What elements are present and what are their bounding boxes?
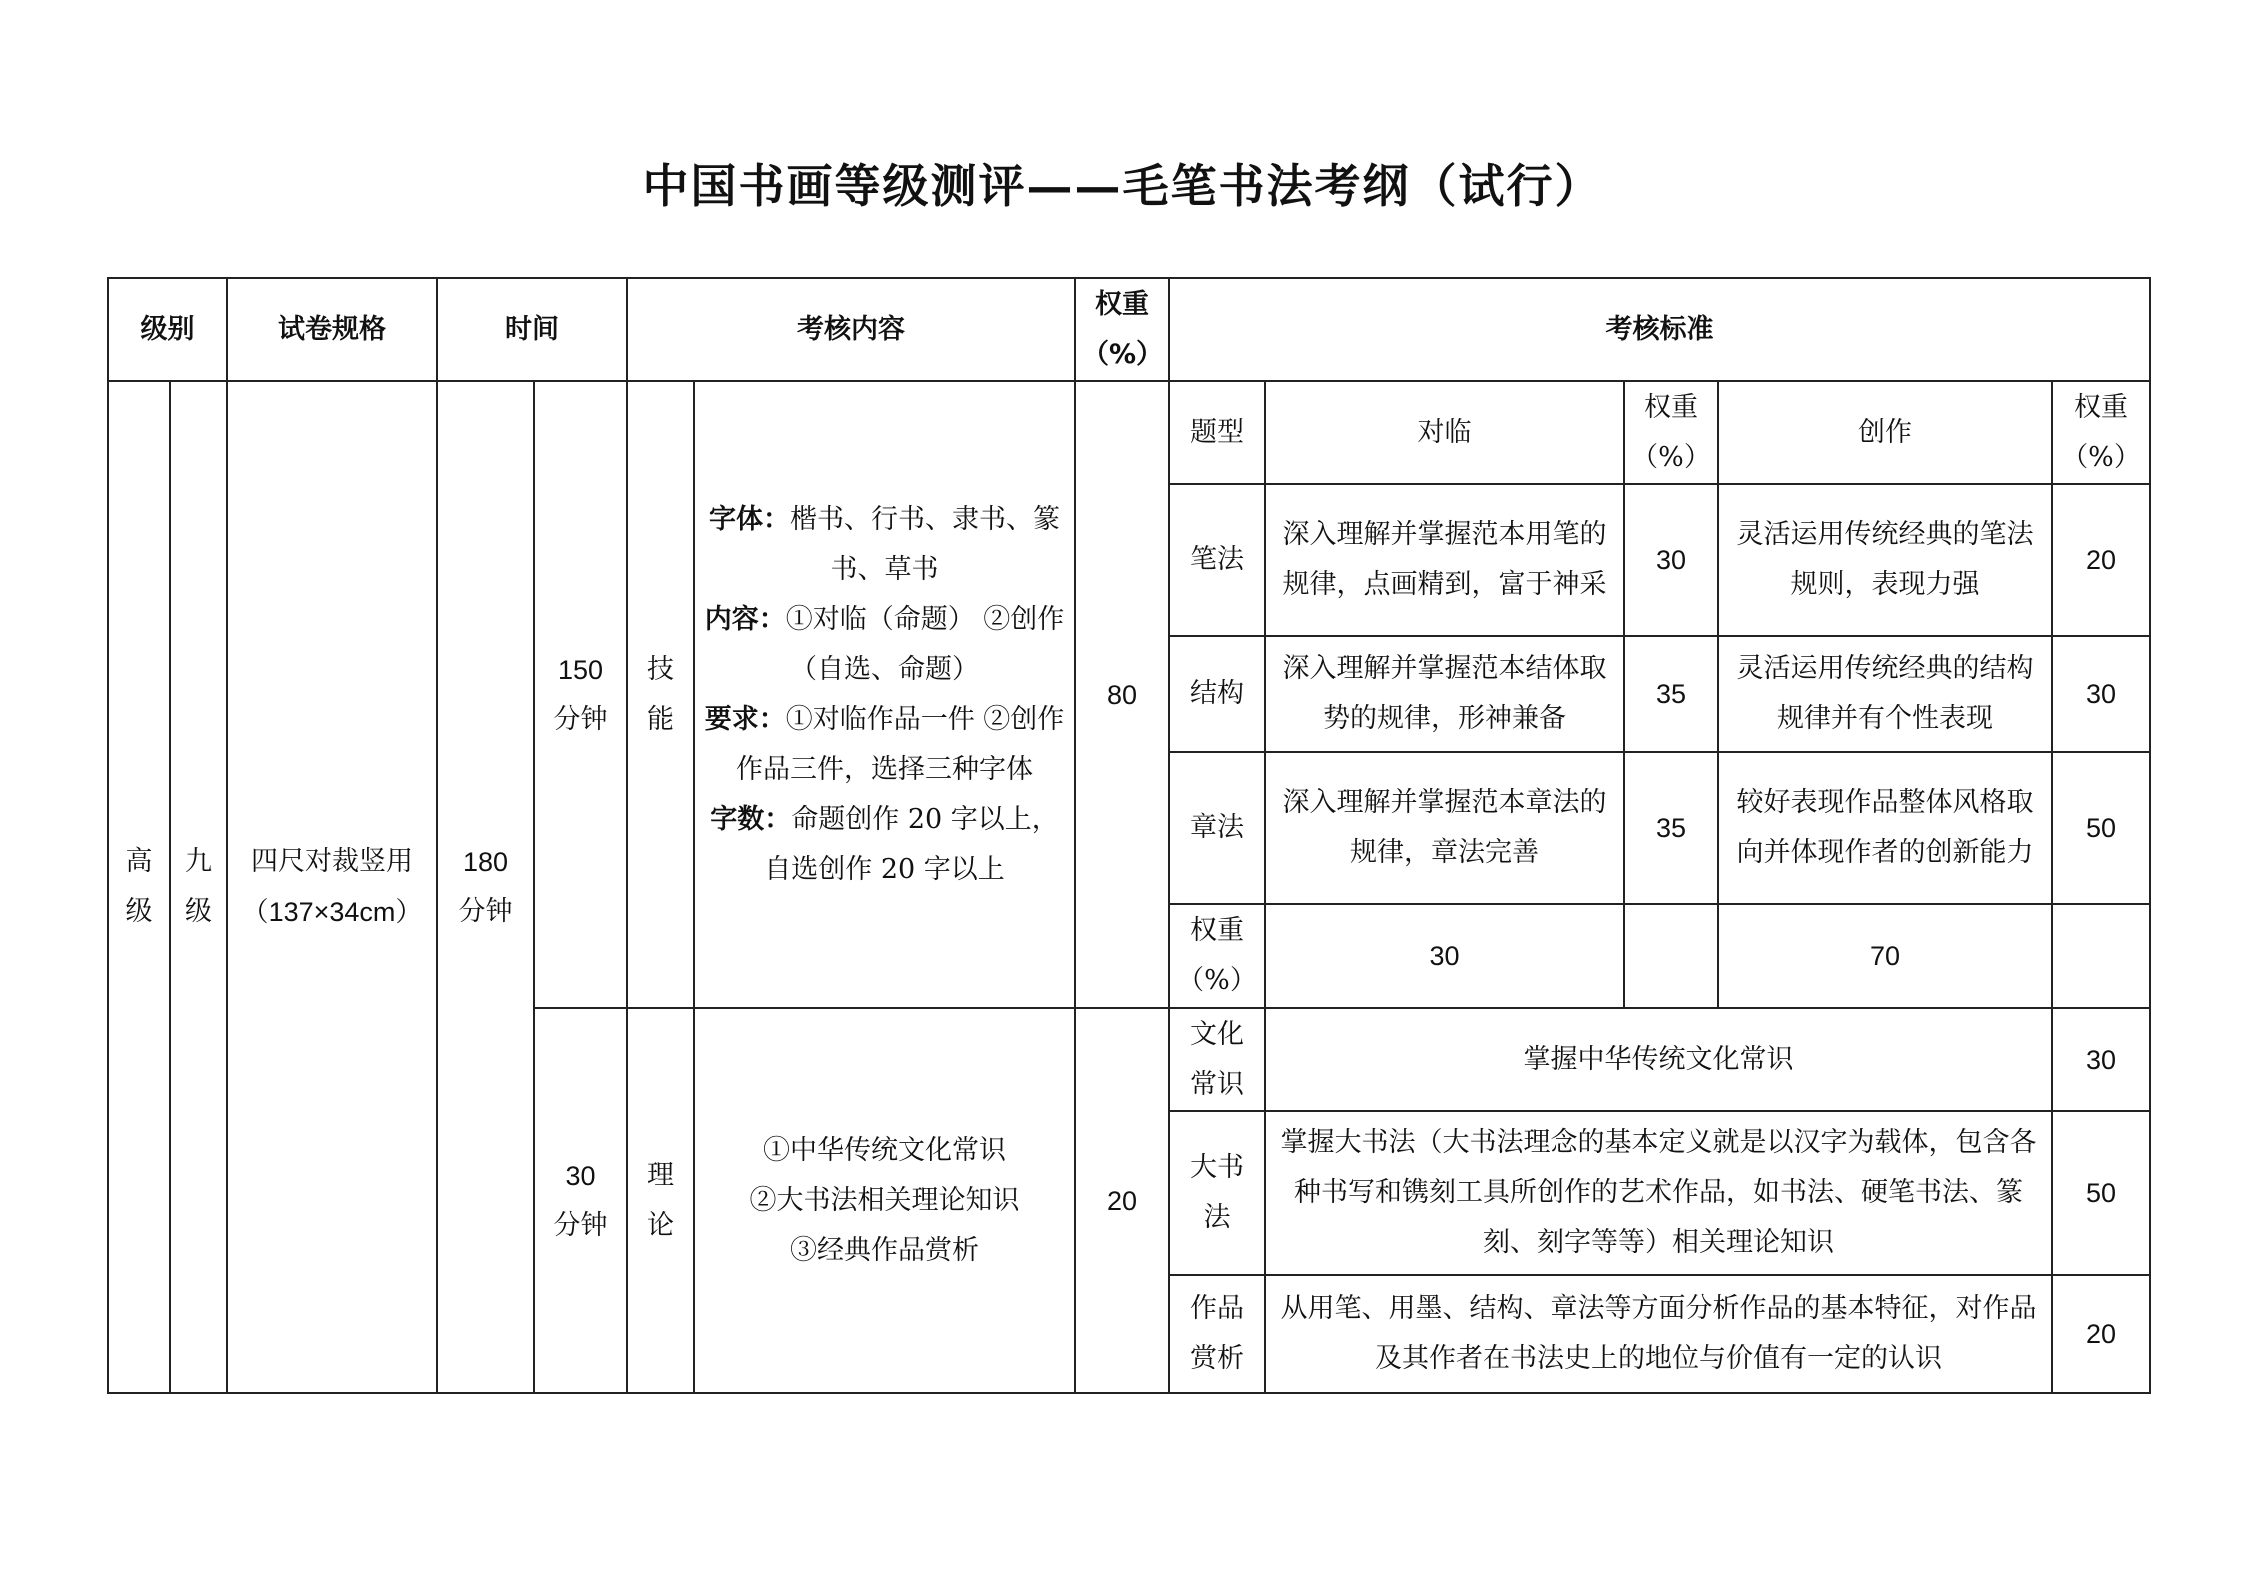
theory-content-line1: ①中华传统文化常识 [763, 1134, 1006, 1166]
sub-header-create-weight-line1: 权重 [2074, 391, 2129, 423]
theory-content-cell [694, 1008, 1075, 1393]
sub-header-copy-weight-line2: （%） [1631, 441, 1711, 473]
skill-total-label [1169, 904, 1265, 1008]
skill-require-label: 要求： [704, 703, 786, 735]
skill-row-create: 灵活运用传统经典的结构规律并有个性表现 [1718, 636, 2052, 752]
sub-header-copy-weight [1624, 381, 1718, 484]
theory-row-standard: 掌握中华传统文化常识 [1265, 1008, 2052, 1111]
theory-time-cell [534, 1008, 627, 1393]
skill-total-create: 70 [1718, 904, 2052, 1008]
skill-name-line1: 技 [647, 653, 674, 685]
theory-row-type [1169, 1111, 1265, 1275]
theory-row-type-line2: 赏析 [1190, 1343, 1244, 1374]
skill-weight-cell: 80 [1075, 381, 1169, 1008]
skill-row-type: 结构 [1169, 636, 1265, 752]
page-title: 中国书画等级测评——毛笔书法考纲（试行） [642, 159, 1603, 213]
skill-font-label: 字体： [709, 503, 790, 535]
level-grade-line2: 级 [185, 896, 212, 927]
skill-name-cell [627, 381, 694, 1008]
skill-row-create-weight: 20 [2052, 484, 2150, 636]
theory-row-weight: 50 [2052, 1111, 2150, 1275]
skill-require-value: ①对临作品一件 ②创作作品三件，选择三种字体 [736, 703, 1065, 785]
header-weight-line1: 权重 [1095, 288, 1149, 320]
sub-header-create-weight [2052, 381, 2150, 484]
sub-header-type: 题型 [1169, 381, 1265, 484]
header-content: 考核内容 [627, 278, 1075, 381]
theory-content-line2: ②大书法相关理论知识 [749, 1184, 1020, 1216]
skill-row-create-weight: 30 [2052, 636, 2150, 752]
theory-row-type-line1: 文化 [1190, 1018, 1244, 1050]
sub-header-create: 创作 [1718, 381, 2052, 484]
skill-font-item [701, 495, 1068, 595]
level-grade-cell [170, 381, 227, 1393]
skill-count-item [701, 795, 1068, 895]
header-paper-spec: 试卷规格 [227, 278, 437, 381]
theory-row-type-line1: 作品 [1190, 1293, 1244, 1324]
paper-spec-line1: 四尺对裁竖用 [251, 846, 413, 877]
header-weight [1075, 278, 1169, 381]
total-time-cell [437, 381, 534, 1393]
exam-syllabus-table [107, 277, 2151, 1394]
skill-time-cell [534, 381, 627, 1008]
skill-font-value: 楷书、行书、隶书、篆书、草书 [790, 503, 1060, 585]
theory-name-line1: 理 [647, 1159, 674, 1191]
skill-name-line2: 能 [647, 703, 674, 735]
skill-time-value: 150 [557, 654, 604, 685]
paper-spec-cell [227, 381, 437, 1393]
header-level: 级别 [108, 278, 227, 381]
skill-row-create: 灵活运用传统经典的笔法规则，表现力强 [1718, 484, 2052, 636]
theory-row-weight: 20 [2052, 1275, 2150, 1393]
theory-weight-cell: 20 [1075, 1008, 1169, 1393]
theory-row-type [1169, 1275, 1265, 1393]
skill-count-label: 字数： [710, 803, 792, 835]
skill-subheader-row [108, 381, 2150, 484]
sub-header-copy-weight-line1: 权重 [1644, 391, 1698, 423]
theory-row-weight: 30 [2052, 1008, 2150, 1111]
header-standard: 考核标准 [1169, 278, 2150, 381]
theory-row-type [1169, 1008, 1265, 1111]
skill-row-create-weight: 50 [2052, 752, 2150, 904]
header-weight-line2: （%） [1082, 338, 1164, 370]
skill-row-copy-weight: 35 [1624, 636, 1718, 752]
theory-time-value: 30 [565, 1160, 596, 1191]
skill-row-copy-weight: 35 [1624, 752, 1718, 904]
theory-row-standard: 掌握大书法（大书法理念的基本定义就是以汉字为载体，包含各种书写和镌刻工具所创作的艺术作品，如书法、硬笔书法、篆刻、刻字等等）相关理论知识 [1265, 1111, 2052, 1275]
theory-row-type-line2: 法 [1203, 1202, 1231, 1233]
skill-time-unit: 分钟 [553, 703, 608, 735]
skill-total-label-line1: 权重 [1190, 915, 1244, 946]
skill-total-copy: 30 [1265, 904, 1624, 1008]
skill-row-create: 较好表现作品整体风格取向并体现作者的创新能力 [1718, 752, 2052, 904]
theory-row-type-line1: 大书 [1190, 1152, 1244, 1183]
skill-total-label-line2: （%） [1177, 965, 1257, 996]
skill-content-cell [694, 381, 1075, 1008]
skill-row-copy-weight: 30 [1624, 484, 1718, 636]
theory-name-line2: 论 [647, 1209, 674, 1241]
level-grade-line1: 九 [185, 846, 212, 877]
skill-row-copy: 深入理解并掌握范本用笔的规律，点画精到，富于神采 [1265, 484, 1624, 636]
skill-content-item [701, 595, 1068, 695]
sub-header-create-weight-line2: （%） [2061, 441, 2141, 473]
paper-spec-line2: （137×34cm） [241, 897, 423, 927]
skill-total-empty-2 [2052, 904, 2150, 1008]
theory-name-cell [627, 1008, 694, 1393]
level-category-line1: 高 [125, 846, 153, 877]
skill-content-value: ①对临（命题） ②创作（自选、命题） [785, 603, 1065, 685]
skill-count-value: 命题创作 20 字以上，自选创作 20 字以上 [764, 803, 1059, 885]
theory-content-line3: ③经典作品赏析 [790, 1234, 979, 1266]
level-category-line2: 级 [125, 896, 153, 927]
total-time-unit: 分钟 [458, 896, 513, 927]
skill-row-type: 章法 [1169, 752, 1265, 904]
theory-row-type-line2: 常识 [1190, 1068, 1244, 1100]
theory-time-unit: 分钟 [553, 1209, 608, 1241]
header-row [108, 278, 2150, 381]
skill-require-item [701, 695, 1068, 795]
total-time-value: 180 [462, 847, 509, 877]
skill-row-copy: 深入理解并掌握范本章法的规律，章法完善 [1265, 752, 1624, 904]
sub-header-copy: 对临 [1265, 381, 1624, 484]
skill-row-type: 笔法 [1169, 484, 1265, 636]
header-time: 时间 [437, 278, 627, 381]
skill-row-copy: 深入理解并掌握范本结体取势的规律，形神兼备 [1265, 636, 1624, 752]
level-category-cell [108, 381, 170, 1393]
skill-content-label: 内容： [704, 603, 786, 635]
skill-total-empty-1 [1624, 904, 1718, 1008]
theory-row-standard: 从用笔、用墨、结构、章法等方面分析作品的基本特征，对作品及其作者在书法史上的地位与价值有一定的认识 [1265, 1275, 2052, 1393]
